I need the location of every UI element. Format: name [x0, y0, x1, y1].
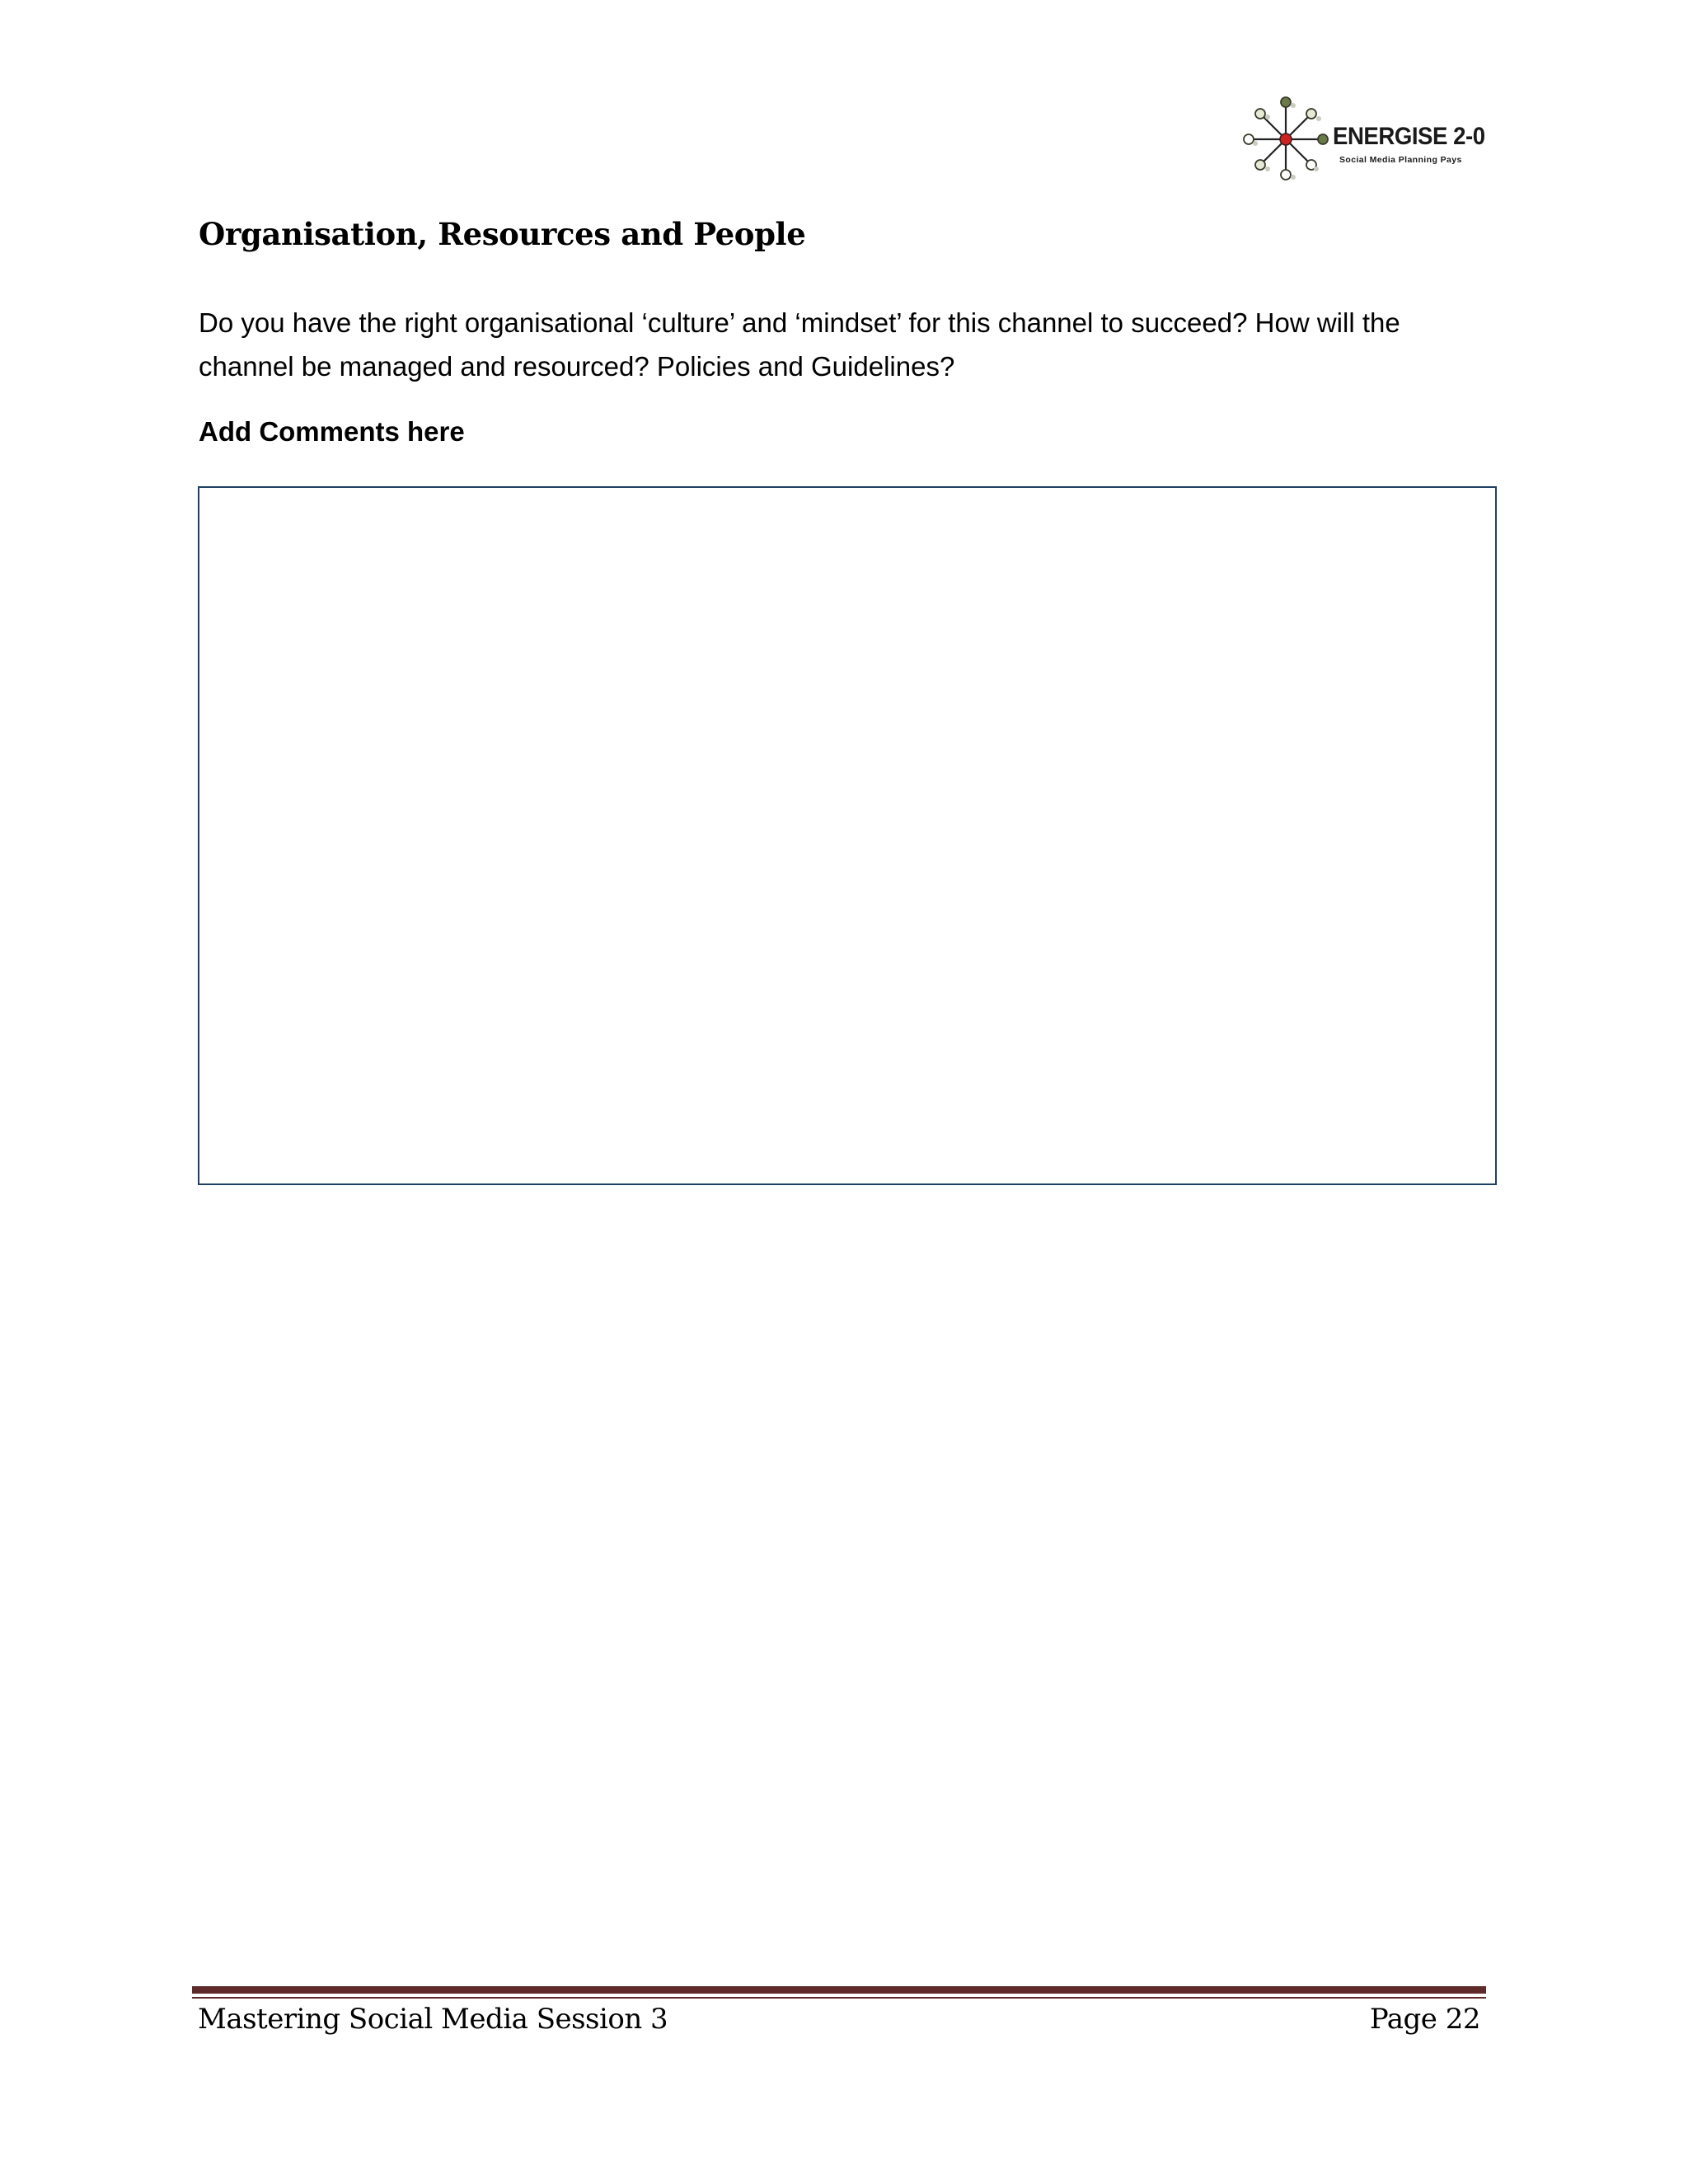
- logo-title: ENERGISE 2-0: [1333, 123, 1485, 150]
- network-hub-icon: [1240, 92, 1331, 183]
- energise-logo: [1240, 92, 1496, 191]
- question-text: Do you have the right organisational ‘culture’ and ‘mindset’ for this channel to succeed? How will the channel be managed and resourced? Policies and Guidelines?: [199, 307, 1400, 382]
- comments-label: Add Comments here: [199, 416, 465, 447]
- footer-rule-thin: [192, 1997, 1486, 1999]
- logo-tagline: Social Media Planning Pays: [1339, 155, 1462, 165]
- footer-rule-thick: [192, 1986, 1486, 1994]
- comments-text-box[interactable]: [198, 486, 1497, 1185]
- section-heading: Organisation, Resources and People: [199, 216, 806, 252]
- footer-document-title: Mastering Social Media Session 3: [198, 2003, 668, 2036]
- footer-page-number: Page 22: [1369, 2003, 1480, 2036]
